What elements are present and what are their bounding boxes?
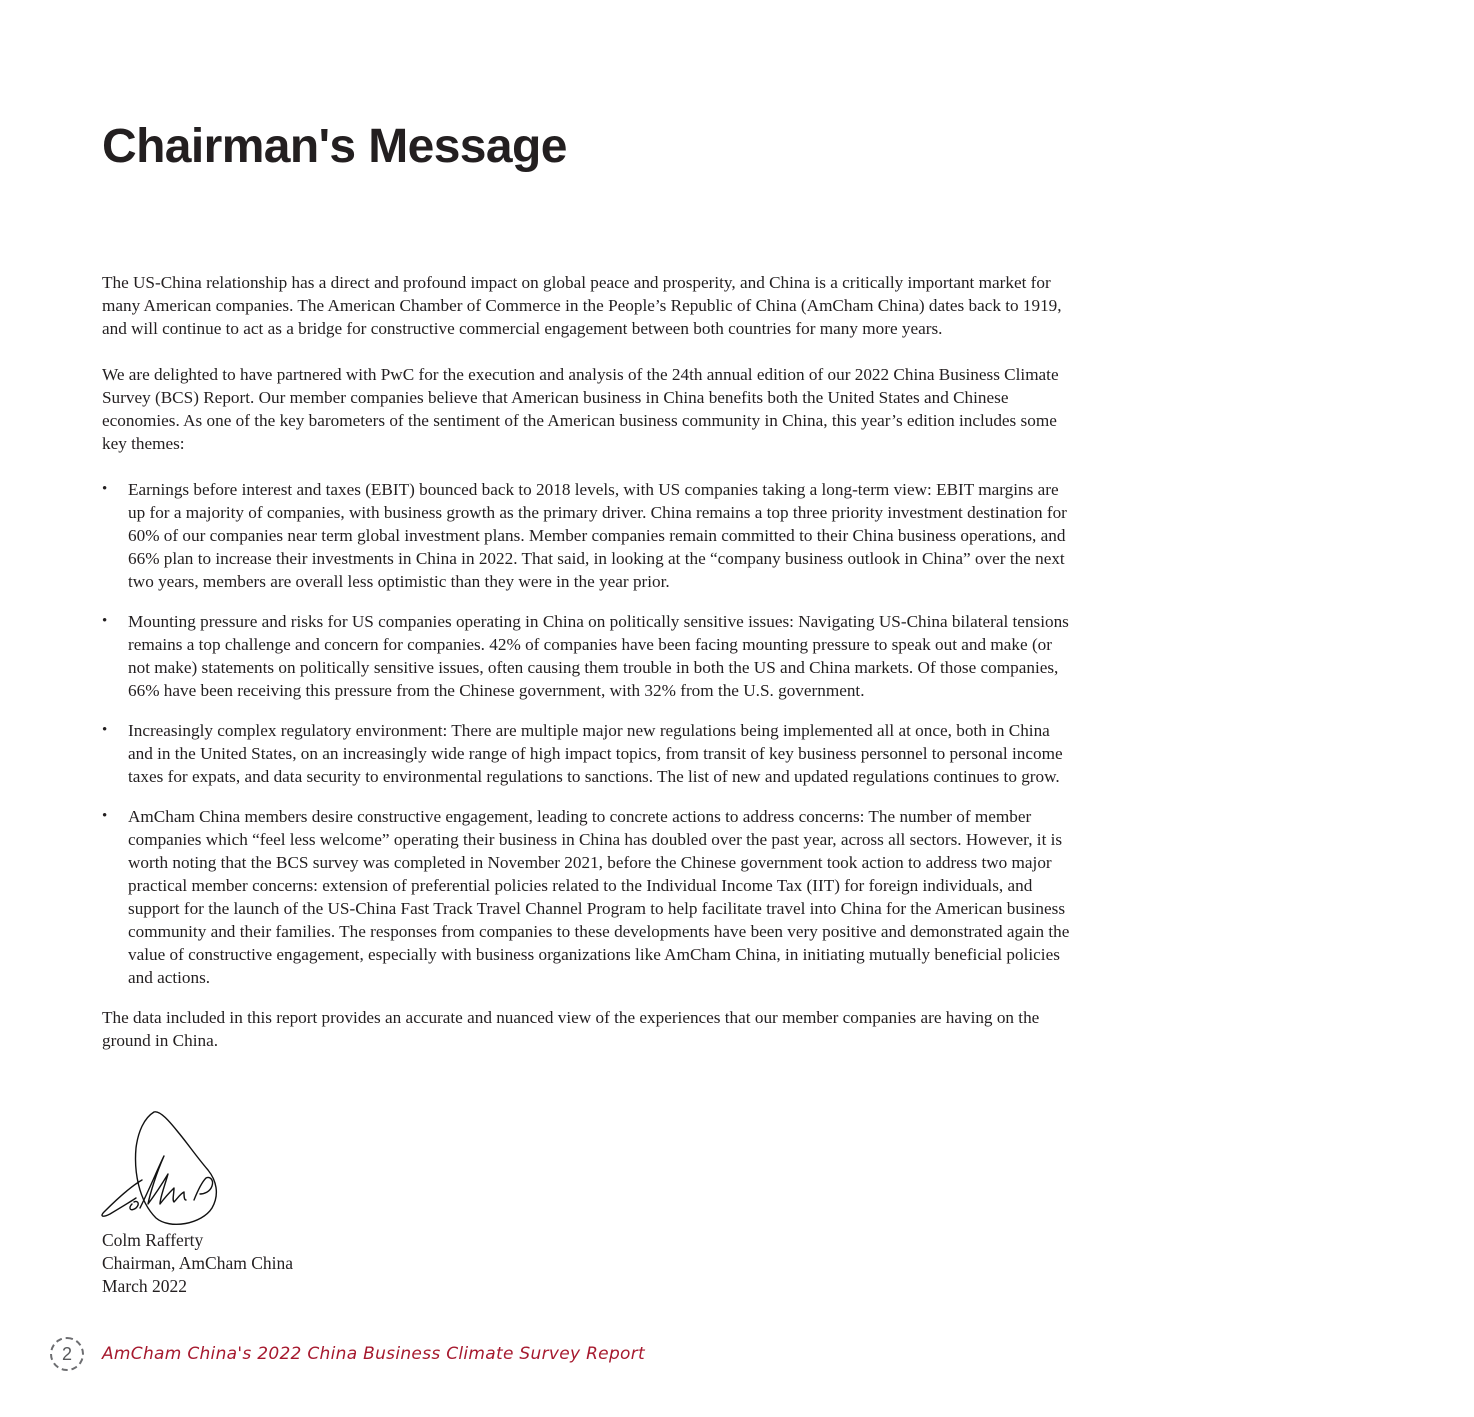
signatory-role: Chairman, AmCham China (102, 1253, 294, 1273)
bullet-marker: • (102, 613, 108, 629)
list-item (102, 610, 1074, 702)
page-footer (50, 1336, 645, 1372)
page-number: 2 (50, 1337, 84, 1371)
page-title: Chairman's Message (102, 120, 567, 173)
key-themes-list (102, 478, 1074, 989)
report-title: AmCham China's 2022 China Business Climate Survey Report (102, 1344, 645, 1364)
signoff-date: March 2022 (102, 1276, 188, 1296)
theme-text: Increasingly complex regulatory environment: There are multiple major new regulations being implemented all at once, both in China and in the United States, on an increasingly wide range of high impact topics, from transit of key business personnel to personal income taxes for expats, and data security to environmental regulations to sanctions. The list of new and updated regulations continues to grow. (128, 721, 1063, 786)
intro-paragraph: The US-China relationship has a direct and profound impact on global peace and prosperity, and China is a critically important market for many American companies. The American Chamber of Commerce in the People’s Republic of China (AmCham China) dates back to 1919, and will continue to act as a bridge for constructive commercial engagement between both countries for many more years. (102, 273, 1062, 338)
theme-text: Mounting pressure and risks for US companies operating in China on politically sensitive issues: Navigating US-China bilateral tensions remains a top challenge and concern for companies. 42% of companies have been facing mounting pressure to speak out and make (or not make) statements on politically sensitive issues, often causing them trouble in both the US and China markets. Of those companies, 66% have been receiving this pressure from the Chinese government, with 32% from the U.S. government. (128, 612, 1069, 700)
partnership-paragraph: We are delighted to have partnered with PwC for the execution and analysis of the 24th annual edition of our 2022 China Business Climate Survey (BCS) Report. Our member companies believe that American business in China benefits both the United States and Chinese economies. As one of the key barometers of the sentiment of the American business community in China, this year’s edition includes some key themes: (102, 365, 1059, 453)
bullet-marker: • (102, 481, 108, 497)
list-item (102, 719, 1074, 788)
list-item (102, 478, 1074, 593)
signature-image (98, 1104, 228, 1232)
message-body (102, 271, 1074, 1075)
theme-text: Earnings before interest and taxes (EBIT) bounced back to 2018 levels, with US companies taking a long-term view: EBIT margins are up for a majority of companies, with business growth as the primary driver. China remains a top three priority investment destination for 60% of our companies near term global investment plans. Member companies remain committed to their China business operations, and 66% plan to increase their investments in China in 2022. That said, in looking at the “company business outlook in China” over the next two years, members are overall less optimistic than they were in the year prior. (128, 480, 1067, 591)
closing-paragraph: The data included in this report provides an accurate and nuanced view of the experiences that our member companies are having on the ground in China. (102, 1008, 1040, 1050)
list-item (102, 805, 1074, 989)
signoff-block (102, 1229, 293, 1298)
theme-text: AmCham China members desire constructive engagement, leading to concrete actions to address concerns: The number of member companies which “feel less welcome” operating their business in China has doubled over the past year, across all sectors. However, it is worth noting that the BCS survey was completed in November 2021, before the Chinese government took action to address two major practical member concerns: extension of preferential policies related to the Individual Income Tax (IIT) for foreign individuals, and support for the launch of the US-China Fast Track Travel Channel Program to help facilitate travel into China for the American business community and their families. The responses from companies to these developments have been very positive and demonstrated again the value of constructive engagement, especially with business organizations like AmCham China, in initiating mutually beneficial policies and actions. (128, 807, 1070, 987)
bullet-marker: • (102, 808, 108, 824)
bullet-marker: • (102, 722, 108, 738)
signatory-name: Colm Rafferty (102, 1230, 204, 1250)
